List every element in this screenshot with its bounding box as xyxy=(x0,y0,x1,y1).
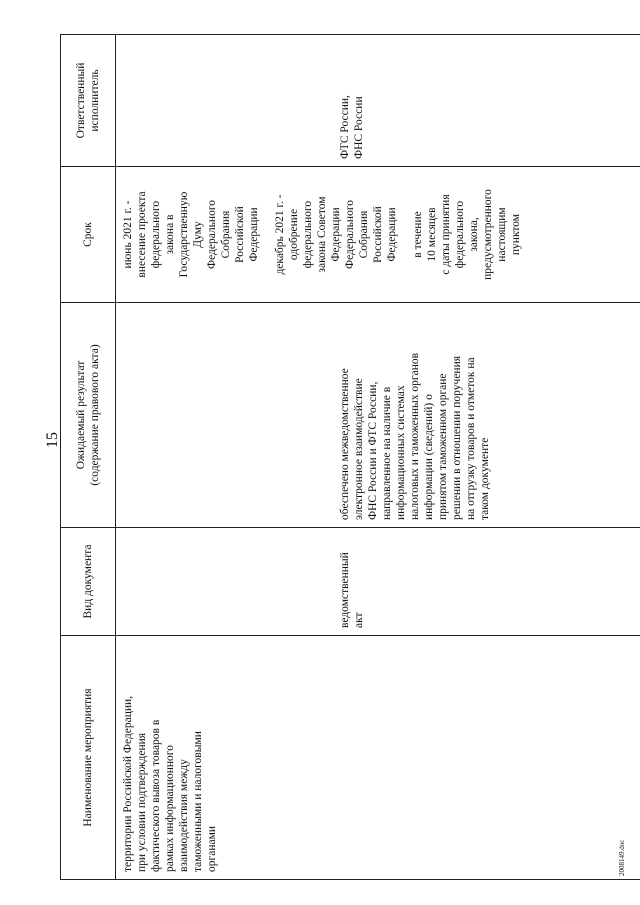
deadline-text-1: июнь 2021 г. - внесение проекта федерального закона в Государственную Думу Федерального Собрания Российской Федерации xyxy=(122,191,260,278)
document-id: 2008149.doc xyxy=(618,839,626,876)
activities-table xyxy=(60,35,640,880)
executor-text: ФТС России, ФНС России xyxy=(339,95,365,159)
cell-result xyxy=(116,303,640,528)
header-result: Ожидаемый результат (содержание правового акта) xyxy=(61,303,116,528)
page-number: 15 xyxy=(44,432,61,448)
doc-type-empty xyxy=(121,535,338,628)
activities-grid xyxy=(60,34,640,880)
deadline-text-2: декабрь 2021 г. - одобрение федерального закона Советом Федерации Федерального Собрания Российской Федерации xyxy=(274,194,398,275)
header-deadline: Срок xyxy=(61,167,116,303)
result-text: обеспечено межведомственное электронное взаимодействие ФНС России и ФТС России, направленное на наличие в информационных системах налоговых и таможенных органов информации (сведений) о принятом таможенном органе решении в отношении поручения на отгрузку товаров и отметок на таком документе xyxy=(339,352,491,520)
deadline-text-3: в течение 10 месяцев с даты принятия федерального закона, предусмотренного настоящим пунктом xyxy=(412,189,522,280)
cell-deadline xyxy=(116,167,640,303)
activity-name-text: территории Российской Федерации, при условии подтверждения фактического вывоза товаров в рамках информационного взаимодействия между таможенными и налоговыми органами xyxy=(122,695,218,872)
doc-type-text: ведомственный акт xyxy=(339,552,365,628)
header-doc-type: Вид документа xyxy=(61,528,116,636)
header-name: Наименование мероприятия xyxy=(61,636,116,880)
header-executor: Ответственный исполнитель xyxy=(61,35,116,167)
table-header-row xyxy=(61,35,116,880)
cell-name xyxy=(116,636,640,880)
executor-empty xyxy=(121,42,338,159)
result-empty xyxy=(121,310,338,520)
table-row xyxy=(116,35,640,880)
cell-doc-type xyxy=(116,528,640,636)
cell-executor xyxy=(116,35,640,167)
